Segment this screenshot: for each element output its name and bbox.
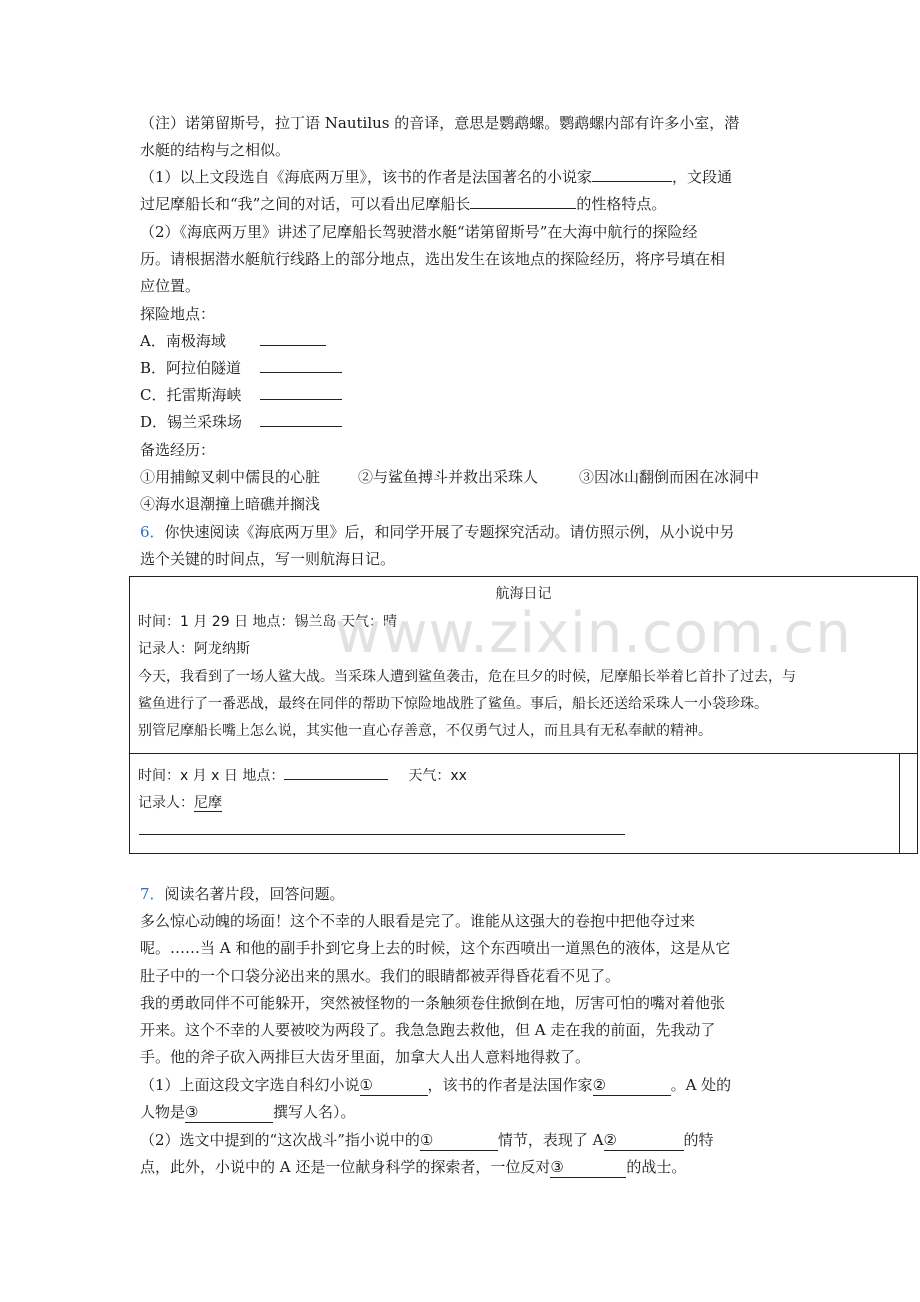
recorder-name: 尼摩: [194, 795, 222, 811]
answer-recorder: [138, 793, 222, 813]
q6-prompt: 你快速阅读《海底两万里》后，和同学开展了专题探究活动。请仿照示例，从小说中另: [164, 523, 735, 541]
q7-part2-line1: [140, 1130, 714, 1151]
q5-p1-text-b: ，文段通: [672, 168, 733, 186]
q7-p2-text: 的特: [683, 1131, 714, 1149]
q6-line1: [140, 522, 735, 542]
place-item: [140, 385, 342, 405]
q5-part2-line3: 应位置。: [140, 277, 201, 295]
diary-title: 航海日记: [495, 586, 552, 602]
blank-marker: ①: [419, 1131, 434, 1149]
watermark-text: www.zixin.com.cn: [335, 601, 852, 666]
box-side-strip: [899, 753, 918, 854]
option-item: ①用捕鲸叉刺中儒艮的心脏: [140, 468, 321, 486]
q7-intro: 阅读名著片段，回答问题。: [164, 885, 345, 903]
note-line-2: 水艇的结构与之相似。: [140, 141, 291, 159]
answer-meta-text: 时间：x 月 x 日 地点：: [138, 768, 285, 784]
opposition-blank[interactable]: [550, 1157, 626, 1178]
recorder-label: 记录人：: [138, 795, 194, 811]
place-label: C．托雷斯海峡: [140, 386, 242, 404]
author-name-blank[interactable]: [593, 1075, 671, 1096]
blank-marker: ③: [550, 1158, 564, 1176]
options-line-2: ④海水退潮撞上暗礁并搁浅: [140, 495, 321, 513]
option-item: ③因冰山翻倒而困在冰洞中: [579, 468, 760, 486]
q7-p1-text: 。A 处的: [670, 1076, 732, 1094]
q7-p1-text: （1）上面这段文字选自科幻小说: [140, 1076, 360, 1094]
place-item: [140, 358, 342, 378]
q7-part2-line2: [140, 1157, 686, 1178]
passage-line: 呢。……当 A 和他的副手扑到它身上去的时候，这个东西喷出一道黑色的液体，这是从它: [140, 939, 731, 957]
q7-p1-text: 人物是: [140, 1103, 186, 1121]
blank-marker: ②: [603, 1131, 617, 1149]
passage-line: 肚子中的一个口袋分泌出来的黑水。我们的眼睛都被弄得昏花看不见了。: [140, 967, 621, 985]
weather-text: 天气：xx: [408, 768, 467, 784]
diary-body-line: 鲨鱼进行了一番恶战，最终在同伴的帮助下惊险地战胜了鲨鱼。事后，船长还送给采珠人一小袋珍珠。: [138, 696, 768, 712]
q5-part1-line2: [140, 194, 666, 214]
q7-p1-text: ，该书的作者是法国作家: [427, 1076, 593, 1094]
q5-p1-text-a: （1）以上文段选自《海底两万里》，该书的作者是法国著名的小说家: [140, 168, 593, 186]
author-blank[interactable]: [592, 167, 672, 182]
place-label: B．阿拉伯隧道: [140, 359, 242, 377]
passage-line: 多么惊心动魄的场面！这个不幸的人眼看是完了。谁能从这强大的卷抱中把他夺过来: [140, 912, 696, 930]
place-answer-blank[interactable]: [260, 331, 326, 346]
personality-blank[interactable]: [470, 194, 576, 209]
place-item: [140, 412, 342, 432]
blank-marker: ③: [185, 1103, 199, 1121]
q5-part2-line2: 历。请根据潜水艇航行线路上的部分地点，选出发生在该地点的探险经历，将序号填在相: [140, 250, 726, 268]
places-label: 探险地点：: [140, 305, 216, 323]
passage-line: 手。他的斧子砍入两排巨大齿牙里面，加拿大人出人意料地得救了。: [140, 1048, 591, 1066]
place-label: A．南极海域: [140, 332, 226, 350]
q7-line1: [140, 884, 345, 904]
options-line-1: [140, 467, 759, 487]
blank-marker: ②: [592, 1076, 607, 1094]
passage-line: 我的勇敢同伴不可能躲开，突然被怪物的一条触须卷住掀倒在地，厉害可怕的嘴对着他张: [140, 994, 726, 1012]
q7-p1-text: 撰写人名）。: [273, 1103, 356, 1121]
place-label: D．锡兰采珠场: [140, 413, 243, 431]
diary-body-line: 今天，我看到了一场人鲨大战。当采珠人遭到鲨鱼袭击，危在旦夕的时候，尼摩船长举着匕首扑了过去，与: [138, 669, 796, 685]
q6-line2: 选个关键的时间点，写一则航海日记。: [140, 550, 396, 568]
q5-p1-text-d: 的性格特点。: [576, 195, 667, 213]
q7-p2-text: 点，此外，小说中的 A 还是一位献身科学的探索者，一位反对: [140, 1158, 551, 1176]
blank-marker: ①: [359, 1076, 373, 1094]
novel-title-blank[interactable]: [360, 1075, 428, 1096]
q7-p2-text: （2）选文中提到的“这次战斗”指小说中的: [140, 1131, 420, 1149]
q7-part1-line2: [140, 1102, 356, 1123]
q5-part2-line1: （2）《海底两万里》讲述了尼摩船长驾驶潜水艇“诺第留斯号”在大海中航行的探险经: [140, 223, 698, 241]
options-label: 备选经历：: [140, 441, 216, 459]
question-number: 6．: [140, 523, 165, 541]
q5-part1-line1: [140, 167, 732, 187]
location-blank[interactable]: [284, 765, 388, 780]
diary-recorder: 记录人：阿龙纳斯: [138, 641, 250, 657]
diary-meta: 时间：1 月 29 日 地点：锡兰岛 天气：晴: [138, 614, 397, 630]
note-line-1: （注）诺第留斯号，拉丁语 Nautilus 的音译，意思是鹦鹉螺。鹦鹉螺内部有许多小室，潜: [140, 114, 740, 132]
answer-diary-box: [129, 753, 900, 854]
question-number: 7．: [140, 885, 165, 903]
place-answer-blank[interactable]: [260, 385, 342, 400]
q5-p1-text-c: 过尼摩船长和“我”之间的对话，可以看出尼摩船长: [140, 195, 471, 213]
passage-line: 开来。这个不幸的人要被咬为两段了。我急急跑去救他，但 A 走在我的前面，先我动了: [140, 1021, 716, 1039]
answer-writing-line[interactable]: [139, 834, 625, 835]
place-item: [140, 331, 326, 351]
place-answer-blank[interactable]: [260, 358, 342, 373]
option-item: ②与鲨鱼搏斗并救出采珠人: [358, 468, 539, 486]
q7-part1-line1: [140, 1075, 731, 1096]
answer-meta: [138, 765, 467, 786]
trait-blank[interactable]: [604, 1130, 684, 1151]
diary-body-line: 别管尼摩船长嘴上怎么说，其实他一直心存善意，不仅勇气过人，而且具有无私奉献的精神。: [138, 723, 712, 739]
q7-p2-text: 情节，表现了 A: [497, 1131, 604, 1149]
character-blank[interactable]: [185, 1102, 273, 1123]
place-answer-blank[interactable]: [260, 412, 342, 427]
q7-p2-text: 的战士。: [626, 1158, 687, 1176]
plot-blank[interactable]: [420, 1130, 498, 1151]
